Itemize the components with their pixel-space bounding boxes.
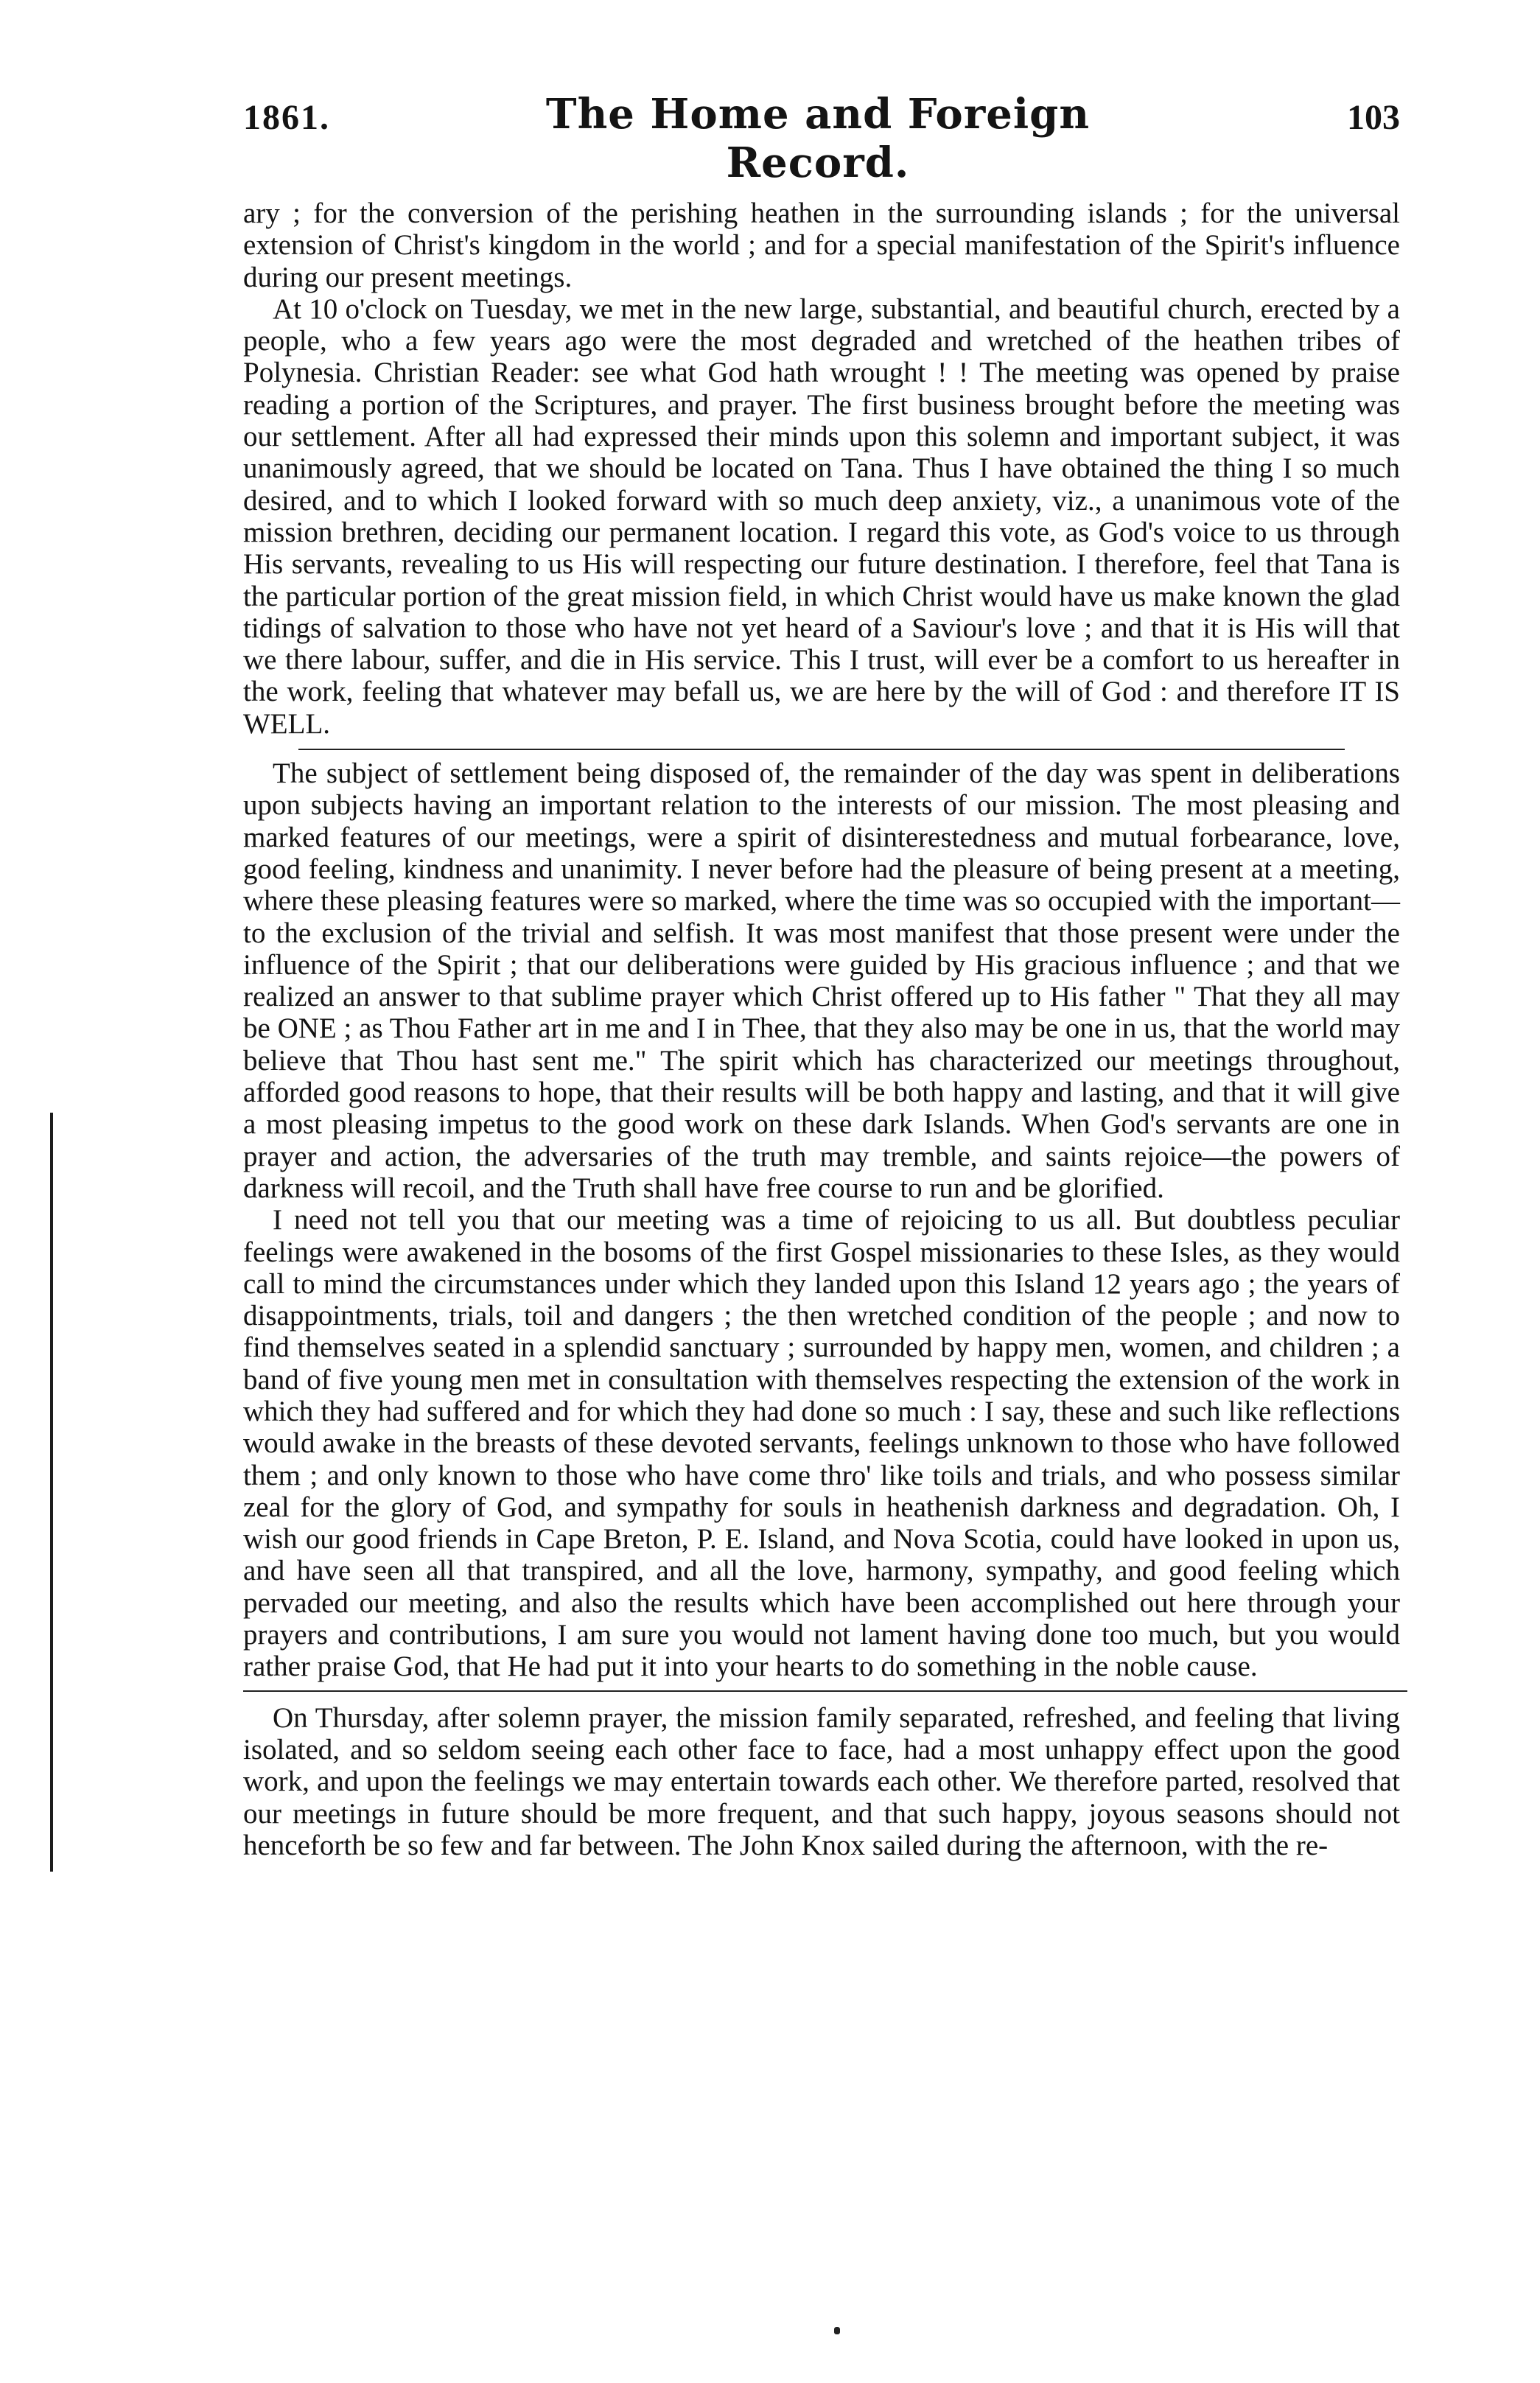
- section-divider: [298, 749, 1345, 750]
- year: 1861.: [243, 98, 330, 137]
- paragraph-5: On Thursday, after solemn prayer, the mission family separated, refreshed, and feeling that living isolated, and so seldom seeing each other face to face, had a most unhappy effect upon the good work, and upon the feelings we may entertain towards each other. We therefore parted, resolved that our meetings in future should be more frequent, and that such happy, joyous seasons should not henceforth be so few and far between. The John Knox sailed during the afternoon, with the re-: [243, 1701, 1400, 1861]
- ink-speck: [834, 2327, 840, 2334]
- section-divider: [243, 1690, 1407, 1692]
- paragraph-3: The subject of settlement being disposed of, the remainder of the day was spent in deliberations upon subjects having an important relation to the interests of our mission. The most pleasing and marked features of our meetings, were a spirit of disinterestedness and mutual forbearance, love, good feeling, kindness and unanimity. I never before had the pleasure of being present at a meeting, where these pleasing features were so marked, where the time was so occupied with the important—to the exclusion of the trivial and selfish. It was most manifest that those present were under the influence of the Spirit ; that our deliberations were guided by His gracious influence ; and that we realized an answer to that sublime prayer which Christ offered up to His father " That they all may be ONE ; as Thou Father art in me and I in Thee, that they also may be one in us, that the world may believe that Thou hast sent me." The spirit which has characterized our meetings throughout, afforded good reasons to hope, that their results will be both happy and lasting, and that it will give a most pleasing impetus to the good work on these dark Islands. When God's servants are one in prayer and action, the adversaries of the truth may tremble, and saints rejoice—the powers of darkness will recoil, and the Truth shall have free course to run and be glorified.: [243, 757, 1400, 1204]
- journal-title: The Home and Foreign Record.: [545, 90, 1091, 187]
- page-number: 103: [1347, 98, 1400, 137]
- margin-rule: [50, 1113, 53, 1872]
- paragraph-4: I need not tell you that our meeting was a time of rejoicing to us all. But doubtless peculiar feelings were awakened in the bosoms of the first Gospel missionaries to these Isles, as they would call to mind the circumstances under which they landed upon this Island 12 years ago ; the years of disappointments, trials, toil and dangers ; the then wretched condition of the people ; and now to find themselves seated in a splendid sanctuary ; surrounded by happy men, women, and children ; a band of five young men met in consultation with themselves respecting the extension of the work in which they had suffered and for which they had done so much : I say, these and such like reflections would awake in the breasts of these devoted servants, feelings unknown to those who have followed them ; and only known to those who have come thro' like toils and trials, and who possess similar zeal for the glory of God, and sympathy for souls in heathenish darkness and degradation. Oh, I wish our good friends in Cape Breton, P. E. Island, and Nova Scotia, could have looked in upon us, and have seen all that transpired, and all the love, harmony, sympathy, and good feeling which pervaded our meeting, and also the results which have been accomplished out here through your prayers and contributions, I am sure you would not lament having done too much, but you would rather praise God, that He had put it into your hearts to do something in the noble cause.: [243, 1204, 1400, 1683]
- article-body: [243, 197, 1400, 1861]
- page-header: [243, 90, 1400, 187]
- paragraph-1: ary ; for the conversion of the perishing heathen in the surrounding islands ; for the universal extension of Christ's kingdom in the world ; and for a special manifestation of the Spirit's influence during our present meetings.: [243, 197, 1400, 293]
- paragraph-2: At 10 o'clock on Tuesday, we met in the new large, substantial, and beautiful church, erected by a people, who a few years ago were the most degraded and wretched of the heathen tribes of Polynesia. Christian Reader: see what God hath wrought ! ! The meeting was opened by praise reading a portion of the Scriptures, and prayer. The first business brought before the meeting was our settlement. After all had expressed their minds upon this solemn and important subject, it was unanimously agreed, that we should be located on Tana. Thus I have obtained the thing I so much desired, and to which I looked forward with so much deep anxiety, viz., a unanimous vote of the mission brethren, deciding our permanent location. I regard this vote, as God's voice to us through His servants, revealing to us His will respecting our future destination. I therefore, feel that Tana is the particular portion of the great mission field, in which Christ would have us make known the glad tidings of salvation to those who have not yet heard of a Saviour's love ; and that it is His will that we there labour, suffer, and die in His service. This I trust, will ever be a comfort to us hereafter in the work, feeling that whatever may befall us, we are here by the will of God : and therefore IT IS WELL.: [243, 293, 1400, 740]
